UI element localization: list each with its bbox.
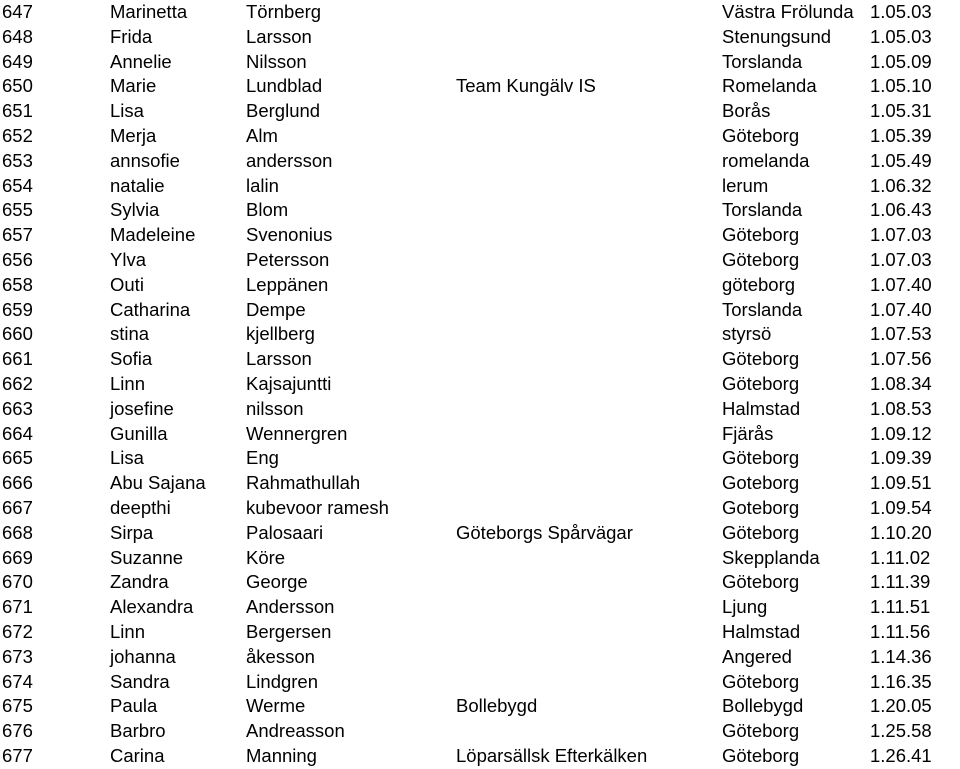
time-cell: 1.20.05 <box>870 695 932 717</box>
table-row <box>0 446 960 471</box>
city-cell: Torslanda <box>722 50 803 72</box>
last-name-cell: åkesson <box>246 645 315 667</box>
club-cell <box>454 322 720 347</box>
time-cell: 1.07.40 <box>870 298 932 320</box>
last-name-cell: Rahmathullah <box>246 472 361 494</box>
city-cell: Borås <box>722 100 771 122</box>
time-cell: 1.08.53 <box>870 397 932 419</box>
city-cell: Göteborg <box>722 744 800 766</box>
club-cell <box>454 570 720 595</box>
city-cell: Fjärås <box>722 422 774 444</box>
table-row <box>0 347 960 372</box>
club-cell <box>454 198 720 223</box>
place-cell: 666 <box>2 472 33 494</box>
table-row <box>0 273 960 298</box>
place-cell: 673 <box>2 645 33 667</box>
place-cell: 664 <box>2 422 33 444</box>
city-cell: romelanda <box>722 149 810 171</box>
last-name-cell: lalin <box>246 174 279 196</box>
first-name-cell: Outi <box>110 273 144 295</box>
time-cell: 1.16.35 <box>870 670 932 692</box>
club-cell <box>454 496 720 521</box>
table-row <box>0 25 960 50</box>
time-cell: 1.07.03 <box>870 224 932 246</box>
place-cell: 649 <box>2 50 33 72</box>
time-cell: 1.05.49 <box>870 149 932 171</box>
first-name-cell: Paula <box>110 695 158 717</box>
first-name-cell: annsofie <box>110 149 180 171</box>
place-cell: 661 <box>2 348 33 370</box>
last-name-cell: Eng <box>246 447 279 469</box>
place-cell: 667 <box>2 496 33 518</box>
last-name-cell: kjellberg <box>246 323 315 345</box>
place-cell: 675 <box>2 695 33 717</box>
first-name-cell: Lisa <box>110 100 144 122</box>
last-name-cell: Kajsajuntti <box>246 372 332 394</box>
last-name-cell: nilsson <box>246 397 304 419</box>
first-name-cell: Merja <box>110 124 157 146</box>
first-name-cell: Sandra <box>110 670 170 692</box>
time-cell: 1.09.54 <box>870 496 932 518</box>
place-cell: 648 <box>2 25 33 47</box>
city-cell: Torslanda <box>722 199 803 221</box>
time-cell: 1.09.39 <box>870 447 932 469</box>
first-name-cell: Marie <box>110 75 157 97</box>
first-name-cell: Abu Sajana <box>110 472 206 494</box>
first-name-cell: Marinetta <box>110 1 188 22</box>
club-cell <box>454 0 720 25</box>
place-cell: 669 <box>2 546 33 568</box>
last-name-cell: Lindgren <box>246 670 319 692</box>
first-name-cell: Linn <box>110 620 145 642</box>
table-row <box>0 50 960 75</box>
club-cell <box>454 248 720 273</box>
last-name-cell: Bergersen <box>246 620 332 642</box>
table-row <box>0 595 960 620</box>
first-name-cell: Alexandra <box>110 596 194 618</box>
first-name-cell: Linn <box>110 372 145 394</box>
club-cell <box>454 446 720 471</box>
time-cell: 1.11.02 <box>870 546 931 568</box>
time-cell: 1.06.43 <box>870 199 932 221</box>
club-cell: Team Kungälv IS <box>456 75 596 97</box>
club-cell <box>454 620 720 645</box>
city-cell: Goteborg <box>722 472 800 494</box>
club-cell <box>454 298 720 323</box>
place-cell: 651 <box>2 100 33 122</box>
table-row <box>0 620 960 645</box>
city-cell: lerum <box>722 174 769 196</box>
time-cell: 1.07.53 <box>870 323 932 345</box>
place-cell: 676 <box>2 720 33 742</box>
club-cell <box>454 595 720 620</box>
club-cell <box>454 670 720 695</box>
first-name-cell: Catharina <box>110 298 191 320</box>
last-name-cell: Andersson <box>246 596 335 618</box>
table-row <box>0 645 960 670</box>
club-cell <box>454 372 720 397</box>
last-name-cell: Berglund <box>246 100 321 122</box>
city-cell: Göteborg <box>722 124 800 146</box>
club-cell <box>454 546 720 571</box>
last-name-cell: George <box>246 571 308 593</box>
last-name-cell: Blom <box>246 199 289 221</box>
table-row <box>0 496 960 521</box>
last-name-cell: Lundblad <box>246 75 323 97</box>
time-cell: 1.11.56 <box>870 620 931 642</box>
place-cell: 655 <box>2 199 33 221</box>
place-cell: 660 <box>2 323 33 345</box>
first-name-cell: Gunilla <box>110 422 168 444</box>
first-name-cell: Sylvia <box>110 199 160 221</box>
table-row <box>0 99 960 124</box>
city-cell: Halmstad <box>722 620 801 642</box>
time-cell: 1.10.20 <box>870 521 932 543</box>
first-name-cell: Ylva <box>110 248 146 270</box>
time-cell: 1.14.36 <box>870 645 932 667</box>
last-name-cell: Svenonius <box>246 224 333 246</box>
place-cell: 665 <box>2 447 33 469</box>
place-cell: 657 <box>2 224 33 246</box>
last-name-cell: andersson <box>246 149 333 171</box>
city-cell: Västra Frölunda <box>722 1 854 22</box>
city-cell: Torslanda <box>722 298 803 320</box>
club-cell <box>454 25 720 50</box>
city-cell: Ljung <box>722 596 768 618</box>
city-cell: Skepplanda <box>722 546 820 568</box>
table-row <box>0 422 960 447</box>
table-row <box>0 744 960 769</box>
table-row <box>0 298 960 323</box>
time-cell: 1.09.51 <box>870 472 932 494</box>
city-cell: Göteborg <box>722 248 800 270</box>
table-row <box>0 74 960 99</box>
place-cell: 658 <box>2 273 33 295</box>
table-row <box>0 0 960 25</box>
time-cell: 1.08.34 <box>870 372 932 394</box>
first-name-cell: Lisa <box>110 447 144 469</box>
table-row <box>0 149 960 174</box>
table-row <box>0 248 960 273</box>
city-cell: Göteborg <box>722 348 800 370</box>
time-cell: 1.11.39 <box>870 571 931 593</box>
table-row <box>0 124 960 149</box>
city-cell: Göteborg <box>722 447 800 469</box>
city-cell: Göteborg <box>722 224 800 246</box>
table-row <box>0 521 960 546</box>
city-cell: göteborg <box>722 273 796 295</box>
place-cell: 672 <box>2 620 33 642</box>
club-cell <box>454 471 720 496</box>
club-cell <box>454 273 720 298</box>
table-row <box>0 471 960 496</box>
first-name-cell: josefine <box>110 397 174 419</box>
club-cell: Löparsällsk Efterkälken <box>456 744 648 766</box>
city-cell: Goteborg <box>722 496 800 518</box>
club-cell <box>454 645 720 670</box>
place-cell: 674 <box>2 670 33 692</box>
place-cell: 654 <box>2 174 33 196</box>
club-cell <box>454 397 720 422</box>
last-name-cell: Werme <box>246 695 306 717</box>
place-cell: 670 <box>2 571 33 593</box>
city-cell: Göteborg <box>722 670 800 692</box>
last-name-cell: Manning <box>246 744 317 766</box>
city-cell: styrsö <box>722 323 772 345</box>
club-cell: Bollebygd <box>456 695 538 717</box>
city-cell: Halmstad <box>722 397 801 419</box>
time-cell: 1.07.03 <box>870 248 932 270</box>
time-cell: 1.05.03 <box>870 25 932 47</box>
time-cell: 1.09.12 <box>870 422 932 444</box>
first-name-cell: Madeleine <box>110 224 196 246</box>
time-cell: 1.05.03 <box>870 1 932 22</box>
club-cell <box>454 223 720 248</box>
city-cell: Angered <box>722 645 792 667</box>
table-row <box>0 198 960 223</box>
table-row <box>0 174 960 199</box>
place-cell: 677 <box>2 744 33 766</box>
club-cell <box>454 99 720 124</box>
first-name-cell: Suzanne <box>110 546 184 568</box>
place-cell: 647 <box>2 1 33 22</box>
place-cell: 663 <box>2 397 33 419</box>
first-name-cell: natalie <box>110 174 165 196</box>
first-name-cell: Sofia <box>110 348 153 370</box>
place-cell: 671 <box>2 596 33 618</box>
city-cell: Göteborg <box>722 571 800 593</box>
table-row <box>0 372 960 397</box>
last-name-cell: Andreasson <box>246 720 345 742</box>
place-cell: 653 <box>2 149 33 171</box>
city-cell: Bollebygd <box>722 695 804 717</box>
last-name-cell: Larsson <box>246 25 312 47</box>
place-cell: 668 <box>2 521 33 543</box>
last-name-cell: Palosaari <box>246 521 324 543</box>
first-name-cell: Carina <box>110 744 165 766</box>
city-cell: Stenungsund <box>722 25 832 47</box>
club-cell <box>454 174 720 199</box>
last-name-cell: Petersson <box>246 248 330 270</box>
last-name-cell: Alm <box>246 124 278 146</box>
club-cell: Göteborgs Spårvägar <box>456 521 633 543</box>
place-cell: 659 <box>2 298 33 320</box>
time-cell: 1.05.10 <box>870 75 932 97</box>
table-row <box>0 570 960 595</box>
last-name-cell: Törnberg <box>246 1 322 22</box>
time-cell: 1.07.40 <box>870 273 932 295</box>
last-name-cell: Köre <box>246 546 286 568</box>
first-name-cell: stina <box>110 323 150 345</box>
city-cell: Göteborg <box>722 720 800 742</box>
table-row <box>0 223 960 248</box>
first-name-cell: Annelie <box>110 50 172 72</box>
time-cell: 1.05.39 <box>870 124 932 146</box>
club-cell <box>454 50 720 75</box>
table-row <box>0 694 960 719</box>
club-cell <box>454 149 720 174</box>
table-row <box>0 322 960 347</box>
club-cell <box>454 719 720 744</box>
time-cell: 1.06.32 <box>870 174 932 196</box>
last-name-cell: Leppänen <box>246 273 329 295</box>
first-name-cell: deepthi <box>110 496 171 518</box>
last-name-cell: Wennergren <box>246 422 348 444</box>
table-row <box>0 670 960 695</box>
table-row <box>0 397 960 422</box>
last-name-cell: Nilsson <box>246 50 307 72</box>
last-name-cell: Larsson <box>246 348 312 370</box>
place-cell: 656 <box>2 248 33 270</box>
first-name-cell: Zandra <box>110 571 169 593</box>
club-cell <box>454 422 720 447</box>
last-name-cell: kubevoor ramesh <box>246 496 389 518</box>
table-row <box>0 719 960 744</box>
place-cell: 662 <box>2 372 33 394</box>
last-name-cell: Dempe <box>246 298 306 320</box>
first-name-cell: johanna <box>110 645 176 667</box>
city-cell: Göteborg <box>722 521 800 543</box>
time-cell: 1.05.31 <box>870 100 932 122</box>
place-cell: 650 <box>2 75 33 97</box>
first-name-cell: Sirpa <box>110 521 154 543</box>
club-cell <box>454 124 720 149</box>
time-cell: 1.26.41 <box>870 744 932 766</box>
time-cell: 1.07.56 <box>870 348 932 370</box>
club-cell <box>454 347 720 372</box>
time-cell: 1.05.09 <box>870 50 932 72</box>
first-name-cell: Frida <box>110 25 153 47</box>
city-cell: Romelanda <box>722 75 817 97</box>
first-name-cell: Barbro <box>110 720 166 742</box>
table-row <box>0 546 960 571</box>
city-cell: Göteborg <box>722 372 800 394</box>
time-cell: 1.11.51 <box>870 596 931 618</box>
place-cell: 652 <box>2 124 33 146</box>
time-cell: 1.25.58 <box>870 720 932 742</box>
